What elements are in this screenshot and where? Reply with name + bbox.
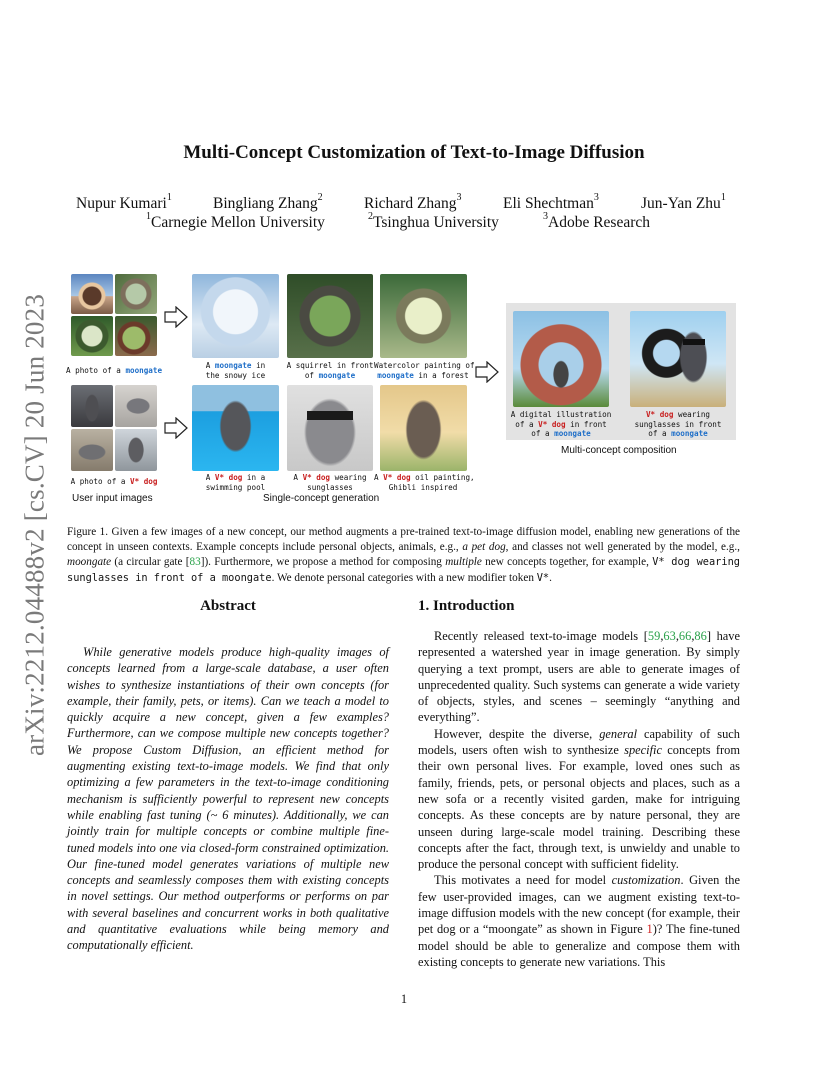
abstract-heading: Abstract <box>200 598 256 614</box>
caption-multi-sunglasses: V* dog wearing sunglasses in front of a moongate <box>634 410 722 438</box>
figure-1 <box>0 0 828 520</box>
author-3: Richard Zhang$^3$ <box>364 192 462 212</box>
figure-caption: Figure 1. Given a few images of a new concept, our method augments a pre-trained text-to-image diffusion model, enabling new generations of the concept in unseen contexts. Example concepts include personal objects, animals, e.g., a pet dog, and classes not well generated by the model, e.g., moongate (a circular gate [83]). Furthermore, we propose a method for composing multiple new concepts together, for example, V* dog wearing sunglasses in front of a moongate. We denote personal categories with a new modifier token V*. <box>67 526 740 584</box>
citation-link[interactable]: 86 <box>694 629 707 643</box>
introduction-body <box>418 628 740 970</box>
gen-multi-digital-illustration <box>513 311 609 407</box>
intro-paragraph-2: However, despite the diverse, general capability of such models, users often wish to synthesize specific concepts from their own personal lives. For example, loved ones such as family, friends, pets, or personal objects and places, such as a new sofa or a recently visited garden, make for intriguing concepts. As these concepts are by nature personal, they are unseen during large-scale model training. Describing these concepts after the fact, through text, is unwieldy and unable to produce the personal concept with sufficient fidelity. <box>418 726 740 872</box>
gen-watercolor-moongate <box>380 274 467 358</box>
caption-gen-watercolor: Watercolor painting of moongate in a forest <box>374 361 475 380</box>
abstract-body: While generative models produce high-quality images of concepts learned from a large-scale database, a user often wishes to synthesize instantiations of their own concepts (for example, their family, pets, or items). Can we teach a model to quickly acquire a new concept, given a few examples? Furthermore, can we compose multiple new concepts together? We propose Custom Diffusion, an efficient method for augmenting existing text-to-image models. We find that only optimizing a few parameters in the text-to-image conditioning mechanism is sufficiently powerful to represent new concepts while enabling fast tuning (~ 6 minutes). Additionally, we can jointly train for multiple concepts or combine multiple fine-tuned models into one via closed-form constrained optimization. Our fine-tuned model generates variations of multiple new concepts and seamlessly composes them with existing concepts in novel settings. Our method outperforms or performs on par with several baselines and concurrent works in both qualitative and quantitative evaluations while being memory and computationally efficient. <box>67 645 389 953</box>
paper-title: Multi-Concept Customization of Text-to-Image Diffusion <box>183 142 645 163</box>
gen-dog-sunglasses <box>287 385 373 471</box>
caption-gen-dog-sunglasses: A V* dog wearing sunglasses <box>293 473 367 492</box>
gen-moongate-snowy-ice <box>192 274 279 358</box>
citation-link[interactable]: 63 <box>663 629 676 643</box>
citation-link[interactable]: 83 <box>189 556 201 569</box>
caption-gen-moongate-snowy: A moongate in the snowy ice <box>205 361 266 380</box>
gen-multi-dog-sunglasses-moongate <box>630 311 726 407</box>
input-moongate-photo-1 <box>71 274 113 314</box>
figure-ref-link[interactable]: 1 <box>646 922 653 937</box>
input-dog-photo-1 <box>71 385 113 427</box>
author-5: Jun-Yan Zhu$^1$ <box>641 192 726 212</box>
arrow-right-icon <box>475 361 499 383</box>
gen-dog-oil-painting <box>380 385 467 471</box>
intro-paragraph-3: This motivates a need for model customization. Given the few user-provided images, can we augment existing text-to-image diffusion models with the new concept (for example, their pet dog or a “moongate” as shown in Figure 1)? The fine-tuned model should be able to generalize and compose them with existing concepts to generate new variations. This <box>418 873 740 969</box>
author-1: Nupur Kumari$^1$ <box>76 192 172 212</box>
author-4: Eli Shechtman$^3$ <box>503 192 599 212</box>
gen-dog-swimming-pool <box>192 385 279 471</box>
input-dog-photo-3 <box>71 429 113 471</box>
label-multi-concept: Multi-concept composition <box>561 445 677 456</box>
affiliation-2: $^2$Tsinghua University <box>368 211 499 231</box>
citation-link[interactable]: 59 <box>647 629 661 643</box>
affiliation-1: $^1$Carnegie Mellon University <box>146 211 325 231</box>
arrow-right-icon <box>164 417 188 439</box>
input-dog-photo-4 <box>115 429 157 471</box>
introduction-heading: 1. Introduction <box>418 598 515 614</box>
caption-input-moongate: A photo of a moongate <box>66 366 163 375</box>
caption-input-dog: A photo of a V* dog <box>70 477 158 486</box>
input-dog-photo-2 <box>115 385 157 427</box>
affiliation-3: $^3$Adobe Research <box>543 211 650 231</box>
input-moongate-photo-3 <box>71 316 113 356</box>
gen-squirrel-moongate <box>287 274 373 358</box>
caption-multi-digital: A digital illustration of a V* dog in front of a moongate <box>510 410 612 438</box>
author-2: Bingliang Zhang$^2$ <box>213 192 323 212</box>
arrow-right-icon <box>164 306 188 328</box>
citation-link[interactable]: 66 <box>678 629 692 643</box>
caption-gen-dog-oil: A V* dog oil painting, Ghibli inspired <box>374 473 475 492</box>
input-moongate-photo-2 <box>115 274 157 314</box>
caption-gen-dog-pool: A V* dog in a swimming pool <box>205 473 266 492</box>
intro-paragraph-1: Recently released text-to-image models [59,63,66,86] have represented a watershed year in image generation. By simply querying a text prompt, users are able to generate images of unprecedented quality. Such systems can generate a wide variety of objects, styles, and scenes – seemingly “anything and everything”. <box>418 629 740 725</box>
label-single-concept: Single-concept generation <box>263 493 380 504</box>
label-user-inputs: User input images <box>72 493 153 504</box>
caption-gen-squirrel: A squirrel in front of moongate <box>286 361 374 380</box>
page-number: 1 <box>400 992 408 1006</box>
arxiv-id: arXiv:2212.04488v2 [cs.CV] 20 Jun 2023 <box>19 293 50 757</box>
input-moongate-photo-4 <box>115 316 157 356</box>
